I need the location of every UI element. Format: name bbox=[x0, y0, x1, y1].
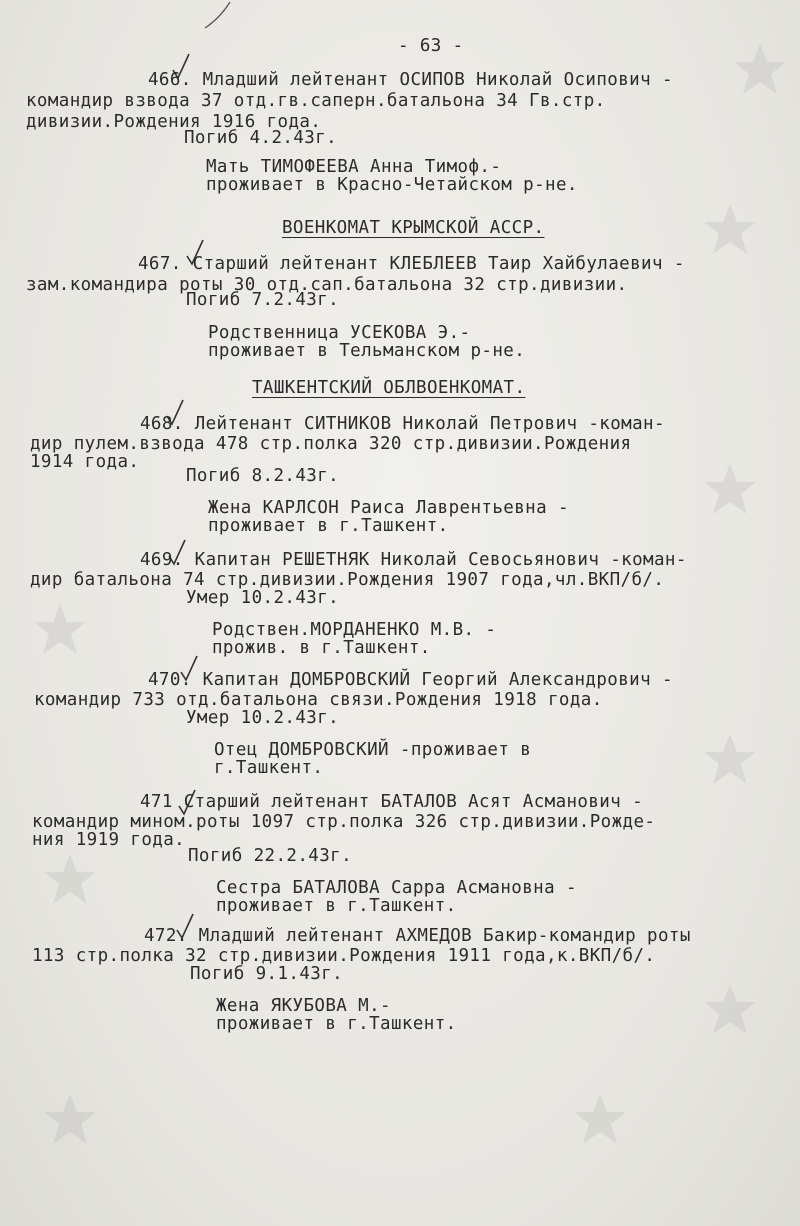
entry-471-line-2: командир мином.роты 1097 стр.полка 326 стр.дивизии.Рожде- bbox=[32, 812, 656, 832]
entry-471-relative: Сестра БАТАЛОВА Сарра Асмановна - bbox=[216, 878, 577, 898]
watermark-star-icon bbox=[700, 200, 760, 260]
entry-472-line-2: 113 стр.полка 32 стр.дивизии.Рождения 1911 года,к.ВКП/б/. bbox=[32, 946, 656, 966]
entry-468-relative: Жена КАРЛСОН Раиса Лаврентьевна - bbox=[208, 498, 569, 518]
entry-471-address: проживает в г.Ташкент. bbox=[216, 896, 457, 916]
entry-467-line-2: зам.командира роты 30 отд.сап.батальона 32 стр.дивизии. bbox=[26, 275, 628, 295]
entry-470-line-2: командир 733 отд.батальона связи.Рождения 1918 года. bbox=[34, 690, 603, 710]
entry-468-line-2: дир пулем.взвода 478 стр.полка 320 стр.дивизии.Рождения bbox=[30, 434, 632, 454]
entry-471-line-3: ния 1919 года. bbox=[32, 830, 186, 850]
watermark-star-icon bbox=[40, 1090, 100, 1150]
entry-467-line-1: 467. Старший лейтенант КЛЕБЛЕЕВ Таир Хайбулаевич - bbox=[138, 254, 685, 274]
entry-467-relative: Родственница УСЕКОВА Э.- bbox=[208, 323, 471, 343]
watermark-star-icon bbox=[700, 980, 760, 1040]
entry-467-date: Погиб 7.2.43г. bbox=[186, 290, 340, 310]
entry-468-address: проживает в г.Ташкент. bbox=[208, 516, 449, 536]
watermark-star-icon bbox=[730, 40, 790, 100]
entry-470-line-1: 470. Капитан ДОМБРОВСКИЙ Георгий Александрович - bbox=[148, 670, 673, 690]
entry-466-relative: Мать ТИМОФЕЕВА Анна Тимоф.- bbox=[206, 157, 502, 177]
entry-469-date: Умер 10.2.43г. bbox=[186, 588, 340, 608]
entry-467-address: проживает в Тельманском р-не. bbox=[208, 341, 526, 361]
watermark-star-icon bbox=[570, 1090, 630, 1150]
entry-466-address: проживает в Красно-Четайском р-не. bbox=[206, 175, 578, 195]
entry-470-relative: Отец ДОМБРОВСКИЙ -проживает в bbox=[214, 740, 532, 760]
entry-466-date: Погиб 4.2.43г. bbox=[184, 128, 338, 148]
entry-470-date: Умер 10.2.43г. bbox=[186, 708, 340, 728]
section-heading-tashkent: ТАШКЕНТСКИЙ ОБЛВОЕНКОМАТ. bbox=[252, 378, 526, 398]
entry-469-line-1: 469. Капитан РЕШЕТНЯК Николай Севосьянович -коман- bbox=[140, 550, 687, 570]
entry-470-address: г.Ташкент. bbox=[214, 758, 324, 778]
page-number: - 63 - bbox=[398, 36, 464, 56]
section-heading-crimea: ВОЕНКОМАТ КРЫМСКОЙ АССР. bbox=[282, 218, 545, 238]
watermark-star-icon bbox=[700, 460, 760, 520]
entry-468-line-3: 1914 года. bbox=[30, 452, 140, 472]
watermark-star-icon bbox=[30, 600, 90, 660]
entry-469-relative: Родствен.МОРДАНЕНКО М.В. - bbox=[212, 620, 497, 640]
entry-466-line-1: 466. Младший лейтенант ОСИПОВ Николай Осипович - bbox=[148, 70, 673, 90]
entry-471-date: Погиб 22.2.43г. bbox=[188, 846, 353, 866]
entry-471-line-1: 471 Старший лейтенант БАТАЛОВ Асят Асманович - bbox=[140, 792, 644, 812]
entry-472-date: Погиб 9.1.43г. bbox=[190, 964, 344, 984]
entry-472-line-1: 472. Младший лейтенант АХМЕДОВ Бакир-командир роты bbox=[144, 926, 691, 946]
entry-469-address: прожив. в г.Ташкент. bbox=[212, 638, 431, 658]
entry-468-line-1: 468. Лейтенант СИТНИКОВ Николай Петрович -коман- bbox=[140, 414, 665, 434]
watermark-star-icon bbox=[700, 730, 760, 790]
watermark-star-icon bbox=[40, 850, 100, 910]
entry-466-line-3: дивизии.Рождения 1916 года. bbox=[26, 112, 322, 132]
pen-stroke-mark bbox=[200, 0, 260, 30]
entry-466-line-2: командир взвода 37 отд.гв.саперн.батальона 34 Гв.стр. bbox=[26, 91, 606, 111]
entry-472-address: проживает в г.Ташкент. bbox=[216, 1014, 457, 1034]
entry-469-line-2: дир батальона 74 стр.дивизии.Рождения 1907 года,чл.ВКП/б/. bbox=[30, 570, 665, 590]
entry-472-relative: Жена ЯКУБОВА М.- bbox=[216, 996, 391, 1016]
entry-468-date: Погиб 8.2.43г. bbox=[186, 466, 340, 486]
